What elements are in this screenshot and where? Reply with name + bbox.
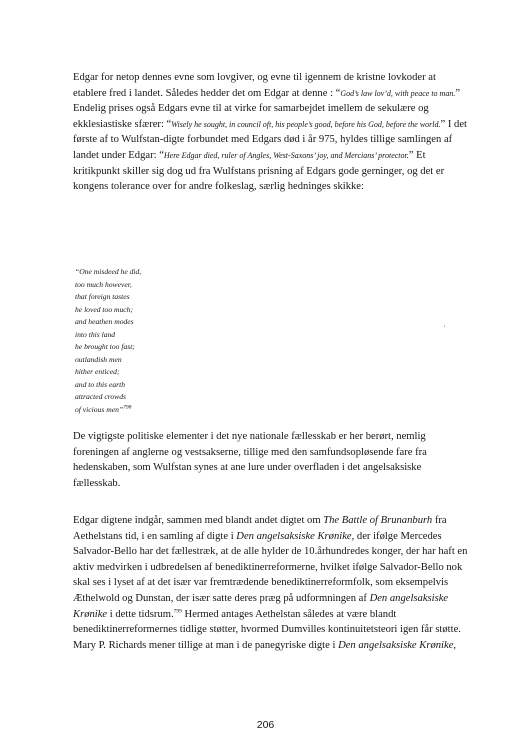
poem-line: and to this earth (75, 379, 125, 389)
paragraph-political-elements: De vigtigste politiske elementer i det nye nationale fællesskab er her berørt, nemlig foreningen af anglerne og vestsakserne, tillige med den samfundsopløsende fare fra hedenskaben, som Wulfstan synes at ane lure under overfladen i det angelsaksiske fællesskab. (73, 431, 427, 489)
text-run: , (453, 639, 457, 651)
text-run: fra Aethelstans tid, i en samling af digte i (73, 515, 447, 542)
text-run: i dette tidsrum. (107, 608, 174, 620)
poem-line: and heathen modes (75, 317, 134, 326)
poem-line: too much however, (75, 279, 132, 289)
quote-wisely-he-sought: Wisely he sought, in council oft, his people’s good, before his God, before the world. (171, 119, 441, 129)
paragraph-edgar-poems (73, 513, 471, 653)
text-run: Edgar digtene indgår, sammen med blandt andet digtet om (73, 515, 324, 526)
text-run: ” Et kritikpunkt skiller sig dog ud fra Wulfstans prisning af Edgars gode gerninger, og det er kongens tolerance over for andre folkeslag, særlig hedninges skikke: (73, 149, 445, 193)
footnote-ref-799: 799 (173, 608, 182, 615)
text-run: , der ifølge Mercedes Salvador-Bello har det fællestræk, at de alle hylder de 10.århundredes konger, der har haft en aktiv medvirken i udbredelsen af benediktinerreformerne, hvilket ifølge Salvador-Bello nok skal ses i lyset af at det især var fremtrædende benediktinerreformfolk, som eksempelvis Æthelwold og Dunstan, der især satte deres præg på udformningen af (73, 530, 468, 604)
quote-here-edgar-died: Here Edgar died, ruler of Angles, West-Saxons’ joy, and Mercians’ protector. (163, 150, 409, 160)
poem-line: into this land (75, 329, 116, 339)
page-number: 206 (256, 719, 275, 731)
poem-line: outlandish men (75, 354, 122, 364)
poem-line: “One misdeed he did, (75, 267, 142, 276)
title-angelsaksiske-kronike: Den angelsaksiske Krønike (73, 592, 449, 620)
poem-line: he brought too fast; (75, 342, 135, 351)
poem-line: he loved too much; (75, 304, 133, 314)
quote-gods-law: God’s law lov’d, with peace to man. (340, 88, 456, 98)
poem-line-text: of vicious men” (75, 404, 124, 414)
poem-line: attracted crowds (75, 392, 126, 401)
title-battle-of-brunanburh: The Battle of Brunanburh (323, 515, 433, 526)
poem-quotation (75, 266, 275, 416)
poem-line-last (75, 404, 275, 417)
text-run: ” I det første af to Wulfstan-digte forbundet med Edgars død i år 975, hyldes tillige samlingen af landet under Edgar: “ (73, 118, 467, 161)
scan-speck (444, 325, 445, 327)
footnote-ref-798: 798 (123, 403, 132, 410)
poem-line: that foreign tastes (75, 292, 130, 301)
title-angelsaksiske-kronike: Den angelsaksiske Krønike (338, 639, 454, 651)
title-angelsaksiske-kronike: Den angelsaksiske Krønike (236, 530, 352, 542)
text-run: ” Endelig prises også Edgars evne til at virke for samarbejdet imellem de sekulære og ekklesiastiske sfærer: “ (73, 87, 461, 130)
poem-line: hither enticed; (75, 367, 120, 376)
paragraph-edgar-praise (73, 70, 471, 195)
text-run: Hermed antages Aethelstan således at være blandt benediktinerreformernes tidlige støtter, hvormed Dumvilles kontinuitetsteori igen får støtte. Mary P. Richards mener tillige at man i de panegyriske digte i (73, 608, 461, 651)
text-run: Edgar for netop dennes evne som lovgiver, og evne til igennem de kristne lovkoder at etablere fred i landet. Således hedder det om Edgar at denne : “ (73, 72, 436, 99)
